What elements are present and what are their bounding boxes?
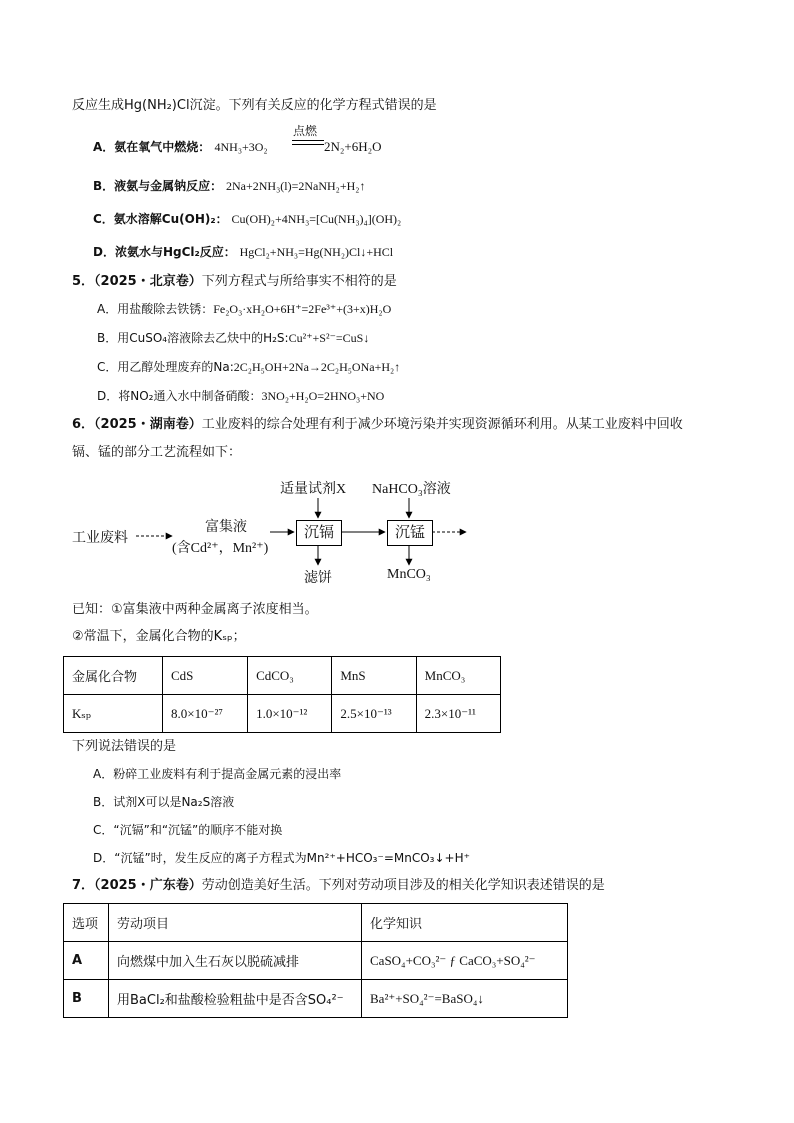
q6-option-c: C．“沉镉”和“沉锰”的顺序不能对换 — [93, 823, 283, 837]
q6-option-a: A．粉碎工业废料有利于提高金属元素的浸出率 — [93, 767, 342, 781]
flow-reagent-nahco3: NaHCO₃溶液 — [372, 482, 451, 497]
q4-option-b-label: B．液氨与金属钠反应： — [93, 179, 223, 193]
q5-option-b-label: B．用CuSO₄溶液除去乙炔中的H₂S: — [97, 331, 289, 345]
q7-source: （2025・广东卷） — [94, 878, 202, 893]
q6-stem-line2: 镉、锰的部分工艺流程如下： — [72, 445, 242, 460]
q4-option-d-eq: HgCl₂+NH₃=Hg(NH₂)Cl↓+HCl — [239, 245, 394, 259]
ksp-header-cell: CdS — [163, 657, 248, 695]
flow-box-cd: 沉镉 — [296, 520, 342, 546]
labor-table-row — [64, 942, 568, 980]
q7-stem-text: 劳动创造美好生活。下列对劳动项目涉及的相关化学知识表述错误的是 — [201, 878, 605, 893]
q4-option-a-eq-right: 2N₂+6H₂O — [324, 139, 382, 154]
q5-option-a-eq: Fe₂O₃·xH₂O+6H⁺=2Fe³⁺+(3+x)H₂O — [213, 302, 392, 316]
ksp-table-value-row — [64, 695, 501, 733]
labor-cell: 用BaCl₂和盐酸检验粗盐中是否含SO₄²⁻ — [109, 980, 362, 1018]
flow-box-mn: 沉锰 — [387, 520, 433, 546]
q4-option-a-eq-left: 4NH₃+3O₂ — [214, 140, 268, 154]
q6-stem-text-1: 工业废料的综合处理有利于减少环境污染并实现资源循环利用。从某工业废料中回收 — [201, 417, 683, 432]
ksp-table-header-row — [64, 657, 501, 695]
labor-cell: Ba²⁺+SO₄²⁻=BaSO₄↓ — [362, 980, 568, 1018]
ksp-header-cell: CdCO₃ — [248, 657, 332, 695]
labor-table — [63, 903, 568, 1018]
flow-start: 工业废料 — [72, 531, 128, 546]
intro-line: 反应生成Hg(NH₂)Cl沉淀。下列有关反应的化学方程式错误的是 — [72, 98, 437, 113]
labor-header-cell: 化学知识 — [362, 904, 568, 942]
ksp-table — [63, 656, 501, 733]
q6-known2: ②常温下，金属化合物的Kₛₚ； — [72, 629, 246, 644]
q5-option-b-eq: Cu²⁺+S²⁻=CuS↓ — [288, 331, 370, 345]
flow-enriched: 富集液 — [205, 520, 247, 535]
q6-option-d: D．“沉锰”时，发生反应的离子方程式为Mn²⁺+HCO₃⁻=MnCO₃↓+H⁺ — [93, 851, 470, 865]
labor-header-cell: 选项 — [64, 904, 109, 942]
labor-table-row — [64, 980, 568, 1018]
q4-option-c-eq: Cu(OH)₂+4NH₃=[Cu(NH₃)₄](OH)₂ — [231, 212, 402, 226]
q5-option-c-label: C．用乙醇处理废弃的Na: — [97, 360, 234, 374]
q5-source: （2025・北京卷） — [94, 274, 202, 289]
ksp-value-cell: 2.3×10⁻¹¹ — [416, 695, 500, 733]
q5-option-d-label: D．将NO₂通入水中制备硝酸： — [97, 389, 262, 403]
q6-question: 下列说法错误的是 — [72, 739, 177, 754]
flow-out-mnco3: MnCO₃ — [387, 567, 431, 582]
ksp-value-cell: 1.0×10⁻¹² — [248, 695, 332, 733]
labor-cell: 向燃煤中加入生石灰以脱硫减排 — [109, 942, 362, 980]
q5-option-d-eq: 3NO₂+H₂O=2HNO₃+NO — [261, 389, 385, 403]
flow-reagent-x: 适量试剂X — [280, 482, 347, 497]
ksp-value-cell: 8.0×10⁻²⁷ — [163, 695, 248, 733]
flow-out-filter-cake: 滤饼 — [304, 571, 332, 586]
q5-option-a-label: A．用盐酸除去铁锈： — [97, 302, 214, 316]
q5-stem-text: 下列方程式与所给事实不相符的是 — [201, 274, 397, 289]
labor-cell: B — [64, 980, 109, 1018]
labor-cell: A — [64, 942, 109, 980]
labor-header-cell: 劳动项目 — [109, 904, 362, 942]
q4-option-d-label: D．浓氨水与HgCl₂反应： — [93, 245, 236, 259]
q4-option-a-condition: 点燃 — [293, 124, 318, 138]
q7-stem — [72, 877, 605, 895]
labor-cell: CaSO₄+CO₃²⁻ ƒ CaCO₃+SO₄²⁻ — [362, 942, 568, 980]
q4-option-a-label: A．氨在氧气中燃烧： — [93, 140, 211, 154]
flow-enriched-ions: (含Cd²⁺，Mn²⁺) — [172, 541, 269, 556]
ksp-value-cell: Kₛₚ — [64, 695, 163, 733]
ksp-header-cell: MnCO₃ — [416, 657, 500, 695]
q6-source: （2025・湖南卷） — [94, 417, 202, 432]
q4-option-c-label: C．氨水溶解Cu(OH)₂： — [93, 212, 228, 226]
q6-option-b: B．试剂X可以是Na₂S溶液 — [93, 795, 235, 809]
q4-option-b-eq: 2Na+2NH₃(l)=2NaNH₂+H₂↑ — [225, 179, 366, 193]
ksp-header-cell: MnS — [332, 657, 416, 695]
labor-table-header-row — [64, 904, 568, 942]
q7-number: 7． — [72, 878, 95, 893]
q5-number: 5． — [72, 274, 95, 289]
q5-option-c-eq: 2C₂H₅OH+2Na→2C₂H₅ONa+H₂↑ — [233, 360, 401, 374]
ksp-value-cell: 2.5×10⁻¹³ — [332, 695, 416, 733]
q6-number: 6． — [72, 417, 95, 432]
q6-known1: 已知：①富集液中两种金属离子浓度相当。 — [72, 602, 318, 617]
ksp-header-cell: 金属化合物 — [64, 657, 163, 695]
